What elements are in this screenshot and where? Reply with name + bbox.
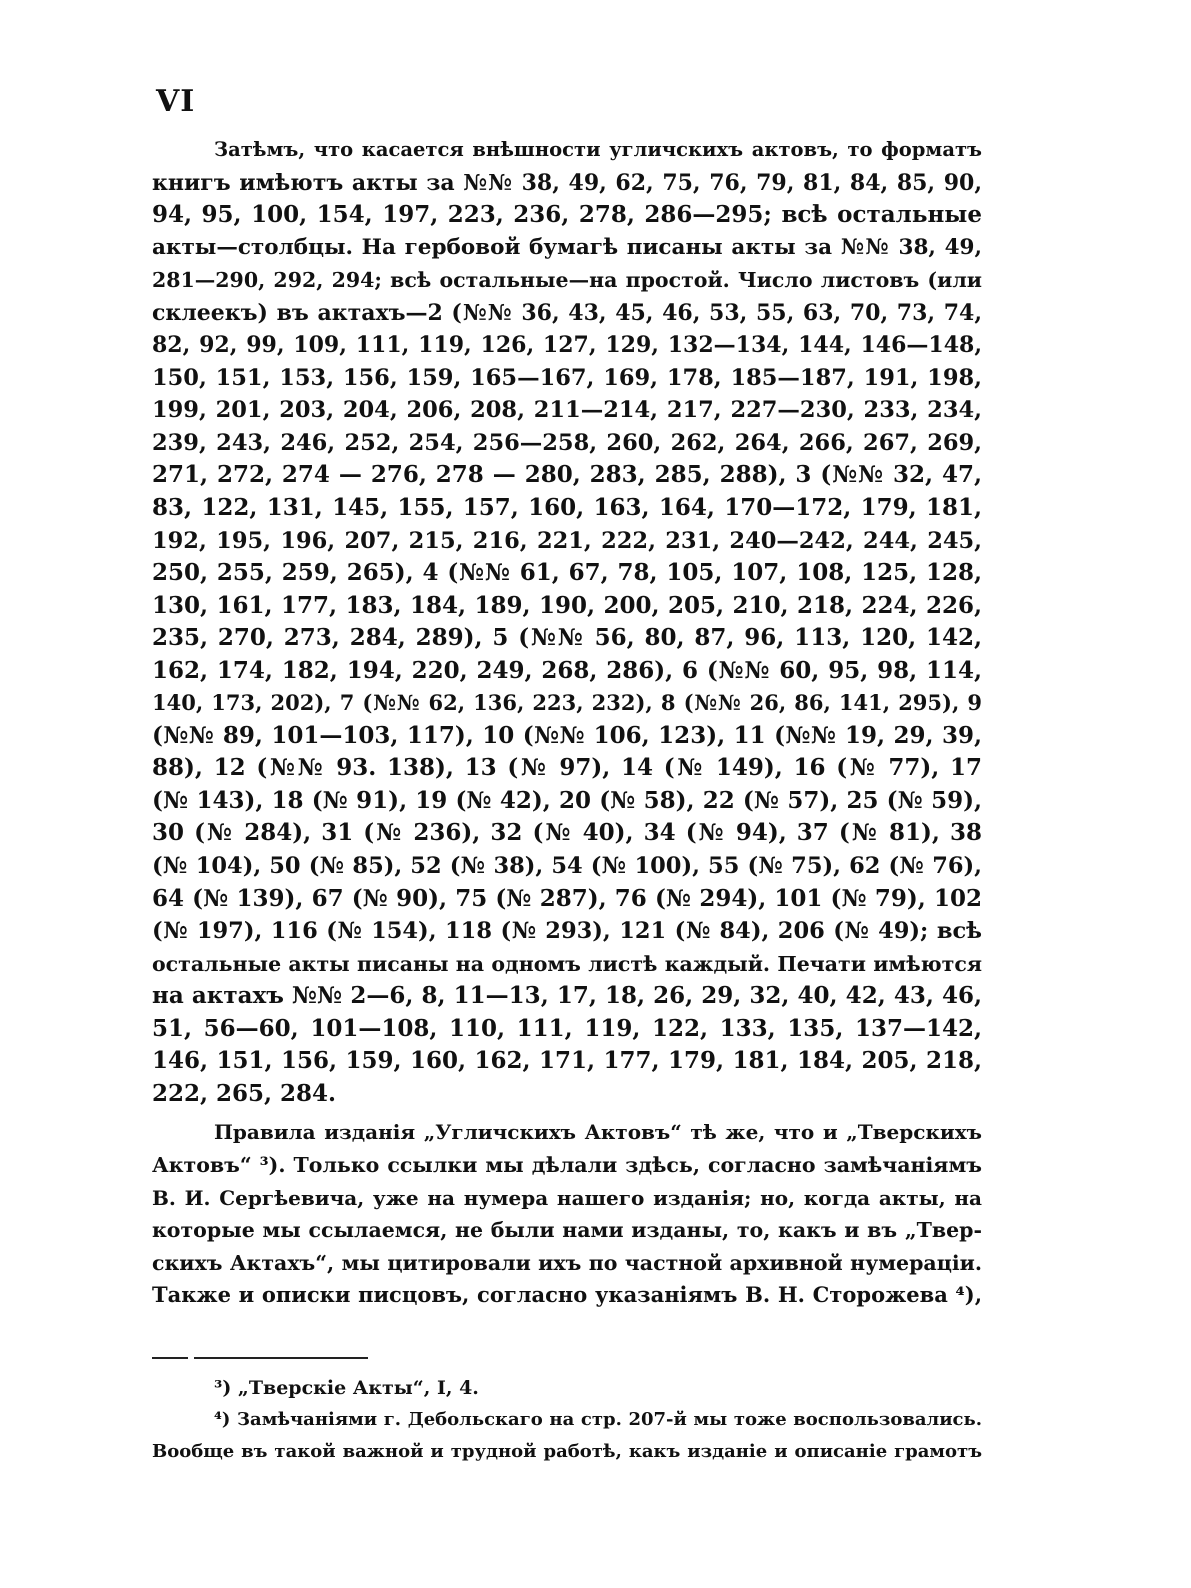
text-line: 235, 270, 273, 284, 289), 5 (№№ 56, 80, 87, 96, 113, 120, 142, — [152, 624, 982, 652]
text-line: 82, 92, 99, 109, 111, 119, 126, 127, 129, 132—134, 144, 146—148, — [152, 332, 982, 359]
text-line: книгъ имѣютъ акты за №№ 38, 49, 62, 75, 76, 79, 81, 84, 85, 90, — [152, 169, 982, 196]
footnote-3: ³) „Тверскіе Акты“, I, 4. — [214, 1377, 479, 1399]
text-line: 281—290, 292, 294; всѣ остальные—на простой. Число листовъ (или — [152, 268, 982, 293]
text-line: 162, 174, 182, 194, 220, 249, 268, 286), 6 (№№ 60, 95, 98, 114, — [152, 656, 982, 684]
text-line: (№ 197), 116 (№ 154), 118 (№ 293), 121 (№ 84), 206 (№ 49); всѣ — [152, 918, 982, 945]
text-line: (№№ 89, 101—103, 117), 10 (№№ 106, 123), 11 (№№ 19, 29, 39, — [152, 721, 982, 749]
text-line: Правила изданія „Угличскихъ Актовъ“ тѣ же, что и „Тверскихъ — [214, 1120, 982, 1145]
text-line: 64 (№ 139), 67 (№ 90), 75 (№ 287), 76 (№ 294), 101 (№ 79), 102 — [152, 884, 982, 912]
footnote-divider — [152, 1357, 188, 1359]
text-line: склеекъ) въ актахъ—2 (№№ 36, 43, 45, 46, 53, 55, 63, 70, 73, 74, — [152, 299, 982, 326]
text-line: на актахъ №№ 2—6, 8, 11—13, 17, 18, 26, 29, 32, 40, 42, 43, 46, — [152, 982, 982, 1010]
text-line: В. И. Сергѣевича, уже на нумера нашего изданія; но, когда акты, на — [152, 1185, 982, 1210]
text-line: остальные акты писаны на одномъ листѣ каждый. Печати имѣются — [152, 951, 982, 976]
text-line: 51, 56—60, 101—108, 110, 111, 119, 122, 133, 135, 137—142, — [152, 1014, 982, 1042]
paragraph-2 — [152, 1116, 982, 1311]
text-line: которые мы ссылаемся, не были нами изданы, то, какъ и въ „Твер- — [152, 1218, 982, 1243]
text-line: 239, 243, 246, 252, 254, 256—258, 260, 262, 264, 266, 267, 269, — [152, 429, 982, 456]
main-text — [152, 134, 982, 1312]
text-line: 271, 272, 274 — 276, 278 — 280, 283, 285, 288), 3 (№№ 32, 47, — [152, 461, 982, 489]
footnotes — [152, 1372, 982, 1468]
text-line: 88), 12 (№№ 93. 138), 13 (№ 97), 14 (№ 149), 16 (№ 77), 17 — [152, 754, 982, 782]
text-line: 30 (№ 284), 31 (№ 236), 32 (№ 40), 34 (№ 94), 37 (№ 81), 38 — [152, 819, 982, 847]
text-line: 146, 151, 156, 159, 160, 162, 171, 177, 179, 181, 184, 205, 218, — [152, 1047, 982, 1075]
text-line: акты—столбцы. На гербовой бумагѣ писаны акты за №№ 38, 49, — [152, 234, 982, 260]
text-line: (№ 104), 50 (№ 85), 52 (№ 38), 54 (№ 100), 55 (№ 75), 62 (№ 76), — [152, 853, 982, 880]
text-line: (№ 143), 18 (№ 91), 19 (№ 42), 20 (№ 58), 22 (№ 57), 25 (№ 59), — [152, 786, 982, 814]
text-line: 199, 201, 203, 204, 206, 208, 211—214, 217, 227—230, 233, 234, — [152, 397, 982, 424]
text-line: 250, 255, 259, 265), 4 (№№ 61, 67, 78, 105, 107, 108, 125, 128, — [152, 559, 982, 587]
text-line: 192, 195, 196, 207, 215, 216, 221, 222, 231, 240—242, 244, 245, — [152, 527, 982, 554]
text-line: 130, 161, 177, 183, 184, 189, 190, 200, 205, 210, 218, 224, 226, — [152, 591, 982, 619]
text-line: 94, 95, 100, 154, 197, 223, 236, 278, 286—295; всѣ остальные — [152, 201, 982, 229]
text-line: 222, 265, 284. — [152, 1079, 337, 1107]
footnote-4: ⁴) Замѣчаніями г. Дебольскаго на стр. 207-й мы тоже воспользовались. — [214, 1409, 982, 1430]
text-line: скихъ Актахъ“, мы цитировали ихъ по частной архивной нумераціи. — [152, 1250, 982, 1275]
text-line: 140, 173, 202), 7 (№№ 62, 136, 223, 232), 8 (№№ 26, 86, 141, 295), 9 — [152, 690, 982, 716]
text-line: Также и описки писцовъ, согласно указаніямъ В. Н. Сторожева ⁴), — [152, 1282, 982, 1308]
text-line: 150, 151, 153, 156, 159, 165—167, 169, 178, 185—187, 191, 198, — [152, 364, 982, 391]
paragraph-1 — [152, 134, 982, 1110]
footnote-4-continued: Вообще въ такой важной и трудной работѣ, какъ изданіе и описаніе грамотъ — [152, 1441, 982, 1462]
text-line: Затѣмъ, что касается внѣшности угличскихъ актовъ, то форматъ — [214, 138, 982, 161]
text-line: 83, 122, 131, 145, 155, 157, 160, 163, 164, 170—172, 179, 181, — [152, 494, 982, 522]
text-line: Актовъ“ ³). Только ссылки мы дѣлали здѣсь, согласно замѣчаніямъ — [152, 1152, 982, 1177]
page-number: VI — [156, 84, 196, 119]
footnote-divider — [194, 1357, 368, 1359]
